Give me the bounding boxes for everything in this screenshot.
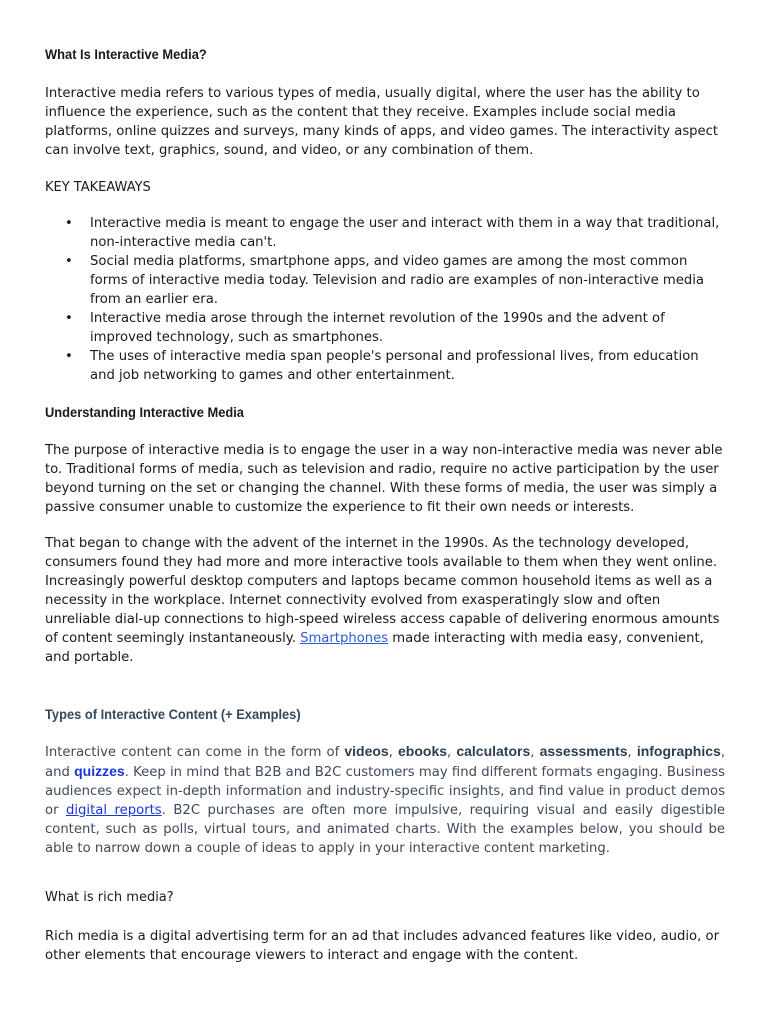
intro-paragraph: Interactive media refers to various types of media, usually digital, where the user has the ability to influence the experience, such as the content that they receive. Examples include social media platforms, online quizzes and surveys, many kinds of apps, and video games. The interactivity aspect can involve text, graphics, sound, and video, or any combination of them.: [45, 86, 719, 158]
list-item: • The uses of interactive media span people's personal and professional lives, from education and job networking to games and other entertainment.: [65, 349, 699, 383]
understanding-paragraph-1: The purpose of interactive media is to engage the user in a way non-interactive media was never able to. Traditional forms of media, such as television and radio, require no active participation by the user beyond turning on the set or changing the channel. With these forms of media, the user was simply a passive consumer unable to customize the experience to fit their own needs or interests.: [45, 443, 723, 515]
bullet-icon: •: [65, 254, 73, 269]
understanding-paragraph-2: That began to change with the advent of the internet in the 1990s. As the technology developed, consumers found they had more and more interactive tools available to them when they went online. Increasingly powerful desktop computers and laptops became common household items as well as a necessity in the workplace. Internet connectivity evolved from exasperatingly slow and often unreliable dial-up connections to high-speed wireless access capable of delivering enormous amounts of content seemingly instantaneously. Smartphones made interacting with media easy, convenient, and portable.: [45, 536, 720, 665]
heading-what-is-interactive-media: What Is Interactive Media?: [45, 46, 207, 62]
calculators-term: calculators: [456, 743, 531, 759]
bullet-icon: •: [65, 216, 73, 231]
ebooks-term: ebooks: [398, 743, 448, 759]
key-takeaways-list: [45, 214, 725, 385]
rich-media-paragraph: Rich media is a digital advertising term for an ad that includes advanced features like video, audio, or other elements that encourage viewers to interact and engage with the content.: [45, 929, 719, 963]
rich-media-question: What is rich media?: [45, 890, 174, 905]
videos-term: videos: [344, 743, 389, 759]
list-item: • Interactive media arose through the internet revolution of the 1990s and the advent of improved technology, such as smartphones.: [65, 311, 665, 345]
quizzes-term: quizzes: [74, 763, 125, 779]
assessments-term: assessments: [539, 743, 628, 759]
bullet-icon: •: [65, 311, 73, 326]
list-item: • Social media platforms, smartphone apps, and video games are among the most common forms of interactive media today. Television and radio are examples of non-interactive media from an earlier era.: [65, 254, 704, 307]
heading-understanding-interactive-media: Understanding Interactive Media: [45, 404, 244, 420]
types-paragraph: Interactive content can come in the form of videos, ebooks, calculators, assessments, infographics, and quizzes. Keep in mind that B2B and B2C customers may find different formats engaging. Business audiences expect in-depth information and industry-specific insights, and find value in product demos or digital reports. B2C purchases are often more impulsive, requiring visual and easily digestible content, such as polls, virtual tours, and animated charts. With the examples below, you should be able to narrow down a couple of ideas to apply in your interactive content marketing.: [45, 743, 726, 856]
key-takeaways-label: KEY TAKEAWAYS: [45, 180, 151, 195]
infographics-term: infographics: [636, 743, 721, 759]
bullet-icon: •: [65, 349, 73, 364]
list-item: • Interactive media is meant to engage the user and interact with them in a way that traditional, non-interactive media can't.: [65, 216, 720, 250]
digital-reports-link[interactable]: digital reports: [66, 803, 162, 818]
smartphones-link[interactable]: Smartphones: [300, 631, 389, 646]
heading-types-of-interactive-content: Types of Interactive Content (+ Examples): [45, 706, 301, 722]
